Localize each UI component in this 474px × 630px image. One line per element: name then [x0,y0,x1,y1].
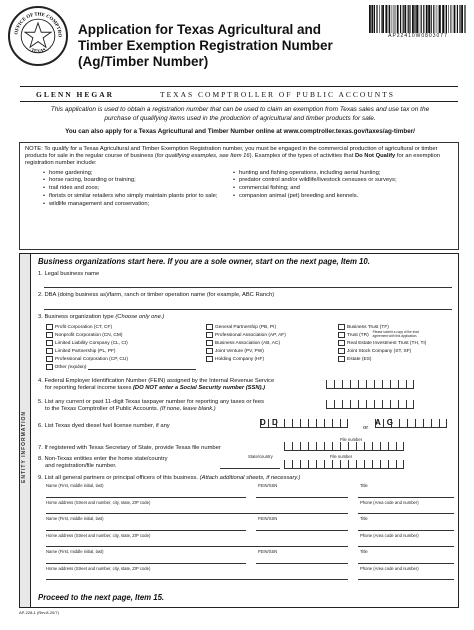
person-name-label: Name (First, middle initial, last) [46,483,104,488]
home-address-field[interactable] [46,513,348,514]
checkbox[interactable] [338,340,345,346]
online-application-link[interactable]: You can also apply for a Texas Agricultural and Timber Number online at www.comptroller.texas.gov/taxes/ag-timber/ [65,128,415,135]
svg-text:TEXAS [30,48,47,55]
home-address-label: Home address (Street and number, city, state, ZIP code) [46,500,151,505]
fein-field[interactable] [326,380,414,389]
checkbox[interactable] [206,356,213,362]
file-number-label-1: File number [340,437,363,442]
note-box [19,142,459,250]
org-option-label: Profit Corporation (CT, CF) [55,324,113,330]
home-address-label: Home address (Street and number, city, state, ZIP code) [46,566,151,571]
checkbox[interactable] [338,324,345,330]
barcode-bar [382,5,384,33]
or-label: or [363,425,369,431]
item-7-label: 7. If registered with Texas Secretary of State, provide Texas file number [38,445,221,451]
org-type-col-3 [338,323,458,363]
dba-field[interactable] [44,309,452,310]
phone-field[interactable] [358,513,454,514]
org-option-label: Trust (TR) [347,332,369,338]
org-option[interactable] [46,347,196,355]
barcode [368,5,468,33]
checkbox[interactable] [46,340,53,346]
org-option[interactable] [46,339,196,347]
entity-information-form [19,253,459,608]
barcode-bar [436,5,437,33]
list-item: • predator control and/or wildlife/livestock censuses or surveys; [233,177,423,184]
org-option-label: Joint Stock Company (ST, SF) [347,348,412,354]
barcode-bar [400,5,401,33]
person-name-field[interactable] [46,530,246,531]
barcode-bar [394,5,395,33]
org-option[interactable] [206,331,336,339]
org-option[interactable] [206,355,336,363]
barcode-bar [445,5,446,33]
phone-field[interactable] [358,579,454,580]
barcode-bar [379,5,380,33]
title-label: Title [360,549,368,554]
item-4-warning: (DO NOT enter a Social Security number (SSN).) [132,384,266,391]
form-heading: Business organizations start here. If you are a sole owner, start on the next page, Item 10. [38,257,370,266]
org-option[interactable] [338,331,458,339]
file-number-label-2: File number [330,454,353,459]
ag-license-field[interactable] [375,419,447,428]
note-text-end: for an exemption registration number include: [25,153,441,167]
phone-label: Phone (Area code and number) [360,566,419,571]
org-option[interactable] [206,347,336,355]
person-fein-field[interactable] [256,563,348,564]
barcode-bar [395,5,396,33]
barcode-bar [446,5,447,33]
org-option[interactable] [46,331,196,339]
org-option-label: Business Association (AB, AC) [215,340,281,346]
org-option-label: Limited Liability Company (CL, CI) [55,340,128,346]
barcode-bar [403,5,404,33]
proceed-instruction: Proceed to the next page, Item 15. [38,593,165,602]
barcode-bar [371,5,373,33]
org-option[interactable] [206,323,336,331]
trust-note: Please submit a copy of the trust agreement with this application. [372,330,419,338]
sos-file-number-field[interactable] [284,442,404,451]
note-text-mid: ). Examples of the types of activities that [249,153,355,160]
org-type-col-1 [46,323,196,371]
item-5-hint: (If none, leave blank.) [159,405,216,412]
item-9-text: 9. List all general partners or principal officers of this business. [38,475,199,481]
org-option-label: Nonprofit Corporation (CN, CM) [55,332,123,338]
list-item: • home gardening; [43,170,233,177]
org-option-label: Other [54,364,67,370]
person-name-label: Name (First, middle initial, last) [46,516,104,521]
person-fein-field[interactable] [256,530,348,531]
item-3-label [38,314,164,321]
org-type-col-2 [206,323,336,363]
state-country-label: State/country [248,454,273,459]
checkbox[interactable] [206,332,213,338]
barcode-bar [457,5,458,33]
barcode-bar [408,5,409,33]
item-6-label: 6. List Texas dyed diesel fuel license number, if any [38,423,170,429]
taxpayer-number-field[interactable] [326,400,414,409]
other-hint: (explain) [68,364,87,370]
barcode-bar [421,5,422,33]
org-option[interactable] [46,355,196,363]
list-item: • trail rides and zoos; [43,185,233,192]
barcode-bar [374,5,375,33]
checkbox[interactable] [206,324,213,330]
item-9-label [38,475,300,482]
other-explain-field[interactable] [88,364,196,370]
legal-name-field[interactable] [44,287,452,288]
list-item: • companion animal (pet) breeding and kennels. [233,193,423,200]
list-item: • florists or similar retailers who simply maintain plants prior to sale; [43,193,233,200]
title-label: Title [360,483,368,488]
barcode-bar [426,5,428,33]
form-number: AP-228-1 (Rev.8-20/7) [19,610,59,615]
intro-text: This application is used to obtain a registration number that can be used to claim an exemption from Texas sales and use tax on the purchase of qualifying items used in the production of agricultural and timber products for sale. [50,106,430,122]
person-title-field[interactable] [358,530,454,531]
note-text-italic: for qualifying examples, see Item 16 [156,153,250,160]
home-address-field[interactable] [46,546,348,547]
org-option-label: Holding Company (HF) [215,356,265,362]
barcode-bar [448,5,449,33]
person-title-field[interactable] [358,563,454,564]
item-5-text-2: to the Texas Comptroller of Public Accounts. [45,405,159,412]
barcode-bar [423,5,424,33]
barcode-bar [389,5,390,33]
barcode-bar [385,5,387,33]
checkbox[interactable] [338,332,345,338]
barcode-bar [397,5,399,33]
item-1-label: 1. Legal business name [38,271,100,277]
checkbox[interactable] [46,348,53,354]
barcode-bar [412,5,414,33]
list-item: • horse racing, boarding or training; [43,177,233,184]
barcode-bar [409,5,410,33]
list-item: • commercial fishing; and [233,185,423,192]
barcode-bar [454,5,456,33]
barcode-bar [431,5,432,33]
item-5-text-1: 5. List any current or past 11-digit Texas taxpayer number for reporting any taxes or fees [38,399,264,405]
section-sidebar [20,254,31,607]
phone-label: Phone (Area code and number) [360,500,419,505]
fein-ssn-label: FEIN/SSN [258,549,278,554]
item-3-hint: (Choose only one.) [115,314,165,320]
fein-ssn-label: FEIN/SSN [258,483,278,488]
svg-text:OFFICE OF THE COMPTROLLER [10,8,62,38]
title-label: Title [360,516,368,521]
org-option-label: Business Trust (TF) [347,324,389,330]
item-4-text-1: 4. Federal Employer Identification Number (FEIN) assigned by the Internal Revenue Service [38,378,275,384]
person-title-field[interactable] [358,497,454,498]
org-option-label: Professional Association (AP, AF) [215,332,286,338]
checkbox[interactable] [46,364,53,370]
org-option-other[interactable] [46,363,196,371]
checkbox[interactable] [46,324,53,330]
org-option-label: General Partnership (PB, PI) [215,324,277,330]
checkbox[interactable] [46,356,53,362]
org-option[interactable] [338,355,458,363]
item-8-label [38,456,208,469]
checkbox[interactable] [338,348,345,354]
comptroller-seal [8,6,68,66]
barcode-bar [439,5,441,33]
barcode-bar [419,5,420,33]
barcode-bar [452,5,453,33]
org-option-label: Joint Venture (PV, PW) [215,348,264,354]
checkbox[interactable] [46,332,53,338]
item-8-text-1: 8. Non-Texas entities enter the home state/country [38,456,168,462]
phone-label: Phone (Area code and number) [360,533,419,538]
comptroller-bar [20,86,458,102]
org-option-label: Professional Corporation (CP, CU) [55,356,128,362]
note-do-not-qualify: Do Not Qualify [354,153,396,160]
dyed-diesel-prefix: D D [260,418,280,427]
comptroller-agency: TEXAS COMPTROLLER OF PUBLIC ACCOUNTS [160,89,395,99]
fein-ssn-label: FEIN/SSN [258,516,278,521]
item-9-hint: (Attach additional sheets, if necessary.) [199,475,301,481]
org-option[interactable] [338,347,458,355]
nonqualifying-list-2 [233,170,423,209]
barcode-bar [442,5,444,33]
barcode-bar [414,5,415,33]
home-state-field[interactable] [220,468,280,469]
person-fein-field[interactable] [256,497,348,498]
comptroller-name: GLENN HEGAR [36,89,115,99]
barcode-number: AP22410W0803077 [388,33,448,39]
item-8-text-2: and registration/file number. [45,462,117,469]
barcode-bar [416,5,418,33]
sidebar-label: ENTITY INFORMATION [21,411,27,483]
barcode-bar [459,5,460,33]
note-text-start: NOTE: To qualify for a Texas Agricultural and Timber Exemption Registration number, you must be engaged in the commercial production of agricultural or timber products for sale in the regular course of business ( [25,146,438,160]
barcode-bar [433,5,434,33]
barcode-bar [438,5,439,33]
list-item: • wildlife management and conservation; [43,201,233,208]
org-option-label: Limited Partnership (PL, PF) [55,348,116,354]
barcode-bar [388,5,389,33]
barcode-bar [381,5,382,33]
org-option[interactable] [206,339,336,347]
seal-text-bottom: TEXAS [30,47,47,55]
org-option-label: Estate (ES) [347,356,372,362]
item-5-label [38,399,318,412]
barcode-bar [392,5,393,33]
barcode-bar [428,5,430,33]
org-option-label: Real Estate Investment Trust (TH, TI) [347,340,427,346]
page-title: Application for Texas Agricultural and Timber Exemption Registration Number (Ag/Timber Number) [78,22,333,69]
org-option[interactable] [338,339,458,347]
person-name-field[interactable] [46,497,246,498]
dyed-diesel-license-field[interactable] [260,419,348,428]
checkbox[interactable] [338,356,345,362]
seal-text-top: OFFICE OF THE COMPTRO [14,12,62,38]
org-option[interactable] [46,323,196,331]
barcode-bar [464,5,465,33]
barcode-bar [404,5,406,33]
barcode-bar [450,5,451,33]
barcode-bar [461,5,463,33]
ag-prefix: A G [375,418,395,427]
item-4-label [38,378,318,391]
nonqualifying-list-1 [43,170,233,209]
item-2-label: 2. DBA (doing business as)/farm, ranch or timber operation name (for example, ABC Ranch) [38,292,275,298]
barcode-bar [376,5,377,33]
phone-field[interactable] [358,546,454,547]
barcode-bar [369,5,371,33]
home-address-label: Home address (Street and number, city, state, ZIP code) [46,533,151,538]
list-item: • hunting and fishing operations, including aerial hunting; [233,170,423,177]
item-4-text-2: for reporting federal income taxes [45,384,132,391]
checkbox[interactable] [206,340,213,346]
person-name-label: Name (First, middle initial, last) [46,549,104,554]
person-name-field[interactable] [46,563,246,564]
checkbox[interactable] [206,348,213,354]
item-3-text: 3. Business organization type [38,314,114,320]
foreign-file-number-field[interactable] [284,460,404,469]
home-address-field[interactable] [46,579,348,580]
